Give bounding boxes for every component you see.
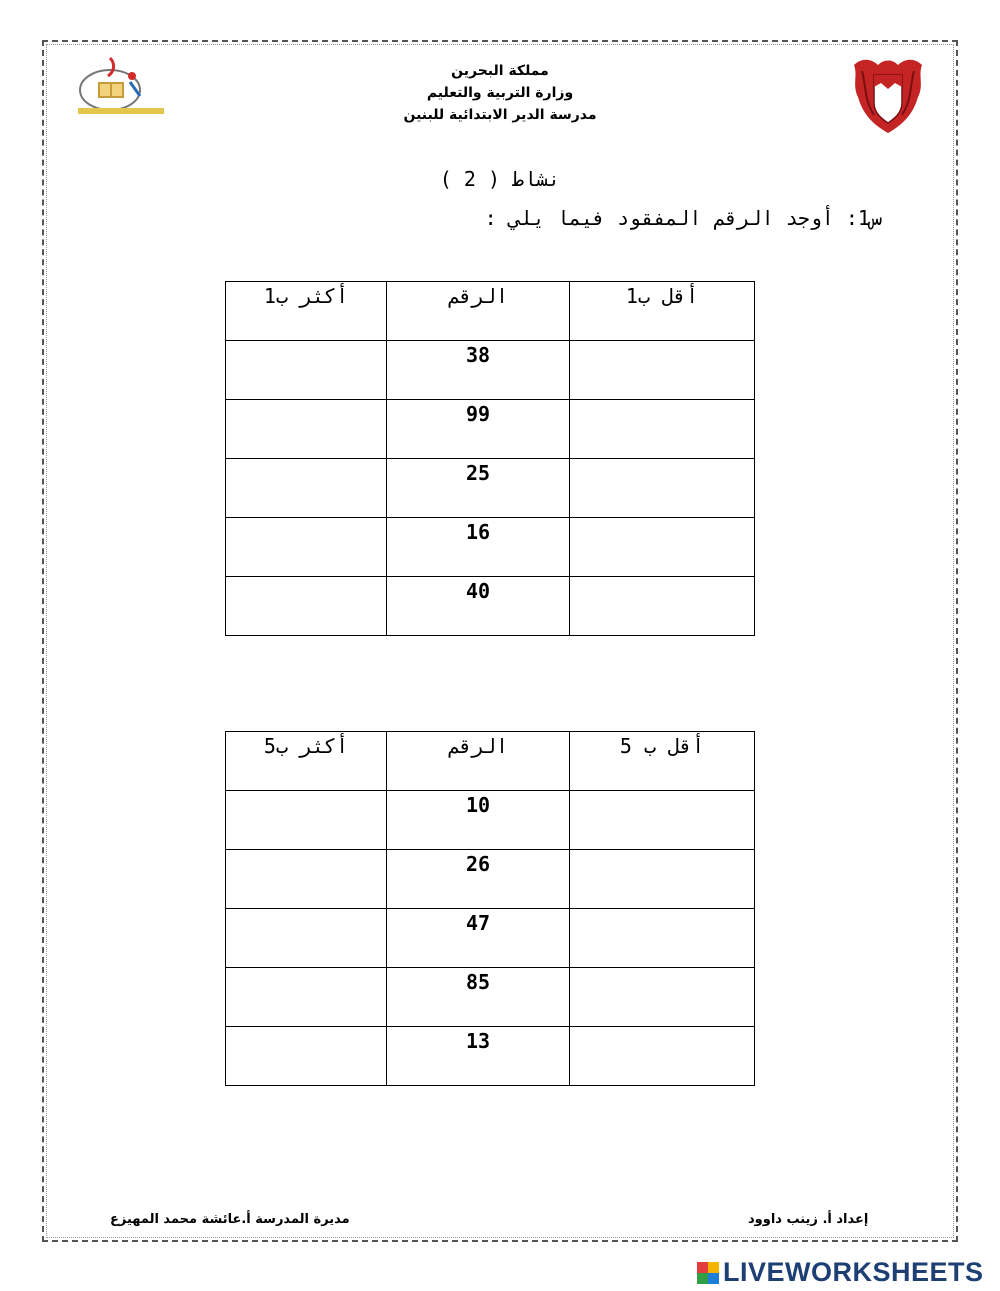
liveworksheets-logo-icon (697, 1262, 719, 1284)
school-header (0, 60, 1000, 126)
answer-more-cell[interactable] (226, 459, 387, 518)
answer-more-cell[interactable] (226, 400, 387, 459)
header-less-by-5: أقل ب 5 (570, 732, 755, 791)
number-cell: 26 (387, 850, 570, 909)
table-row (226, 577, 755, 636)
number-cell: 38 (387, 341, 570, 400)
liveworksheets-brand[interactable] (697, 1257, 984, 1288)
table-row (226, 518, 755, 577)
answer-more-cell[interactable] (226, 518, 387, 577)
table-one-less-more-by-1 (225, 281, 755, 636)
answer-less-cell[interactable] (570, 968, 755, 1027)
activity-title: نشاط ( 2 ) (439, 167, 561, 191)
header-country: مملكة البحرين (451, 63, 549, 79)
table-row (226, 909, 755, 968)
number-cell: 10 (387, 791, 570, 850)
answer-more-cell[interactable] (226, 850, 387, 909)
answer-less-cell[interactable] (570, 791, 755, 850)
number-cell: 47 (387, 909, 570, 968)
brand-name: LIVEWORKSHEETS (723, 1257, 984, 1287)
table-two-less-more-by-5 (225, 731, 755, 1086)
table-row (226, 459, 755, 518)
table-row (226, 968, 755, 1027)
answer-less-cell[interactable] (570, 577, 755, 636)
answer-more-cell[interactable] (226, 791, 387, 850)
number-cell: 85 (387, 968, 570, 1027)
table-row (226, 850, 755, 909)
header-more-by-5: أكثر ب5 (226, 732, 387, 791)
number-cell: 99 (387, 400, 570, 459)
header-more-by-1: أكثر ب1 (226, 282, 387, 341)
answer-more-cell[interactable] (226, 577, 387, 636)
table-row (226, 400, 755, 459)
number-cell: 25 (387, 459, 570, 518)
question-text: س1: أوجد الرقم المفقود فيما يلي : (484, 206, 882, 230)
answer-more-cell[interactable] (226, 341, 387, 400)
answer-less-cell[interactable] (570, 1027, 755, 1086)
answer-less-cell[interactable] (570, 400, 755, 459)
number-cell: 16 (387, 518, 570, 577)
header-ministry: وزارة التربية والتعليم (426, 85, 574, 101)
answer-more-cell[interactable] (226, 968, 387, 1027)
answer-less-cell[interactable] (570, 341, 755, 400)
table-row (226, 1027, 755, 1086)
answer-less-cell[interactable] (570, 459, 755, 518)
answer-less-cell[interactable] (570, 518, 755, 577)
header-less-by-1: أقل ب1 (570, 282, 755, 341)
number-cell: 13 (387, 1027, 570, 1086)
number-cell: 40 (387, 577, 570, 636)
footer-prepared-by: إعداد أ. زينب داوود (748, 1212, 869, 1227)
answer-more-cell[interactable] (226, 909, 387, 968)
table-header-row (226, 732, 755, 791)
header-number: الرقم (387, 282, 570, 341)
table-header-row (226, 282, 755, 341)
footer-principal: مديرة المدرسة أ.عائشة محمد المهيزع (110, 1212, 350, 1227)
answer-more-cell[interactable] (226, 1027, 387, 1086)
header-school: مدرسة الدير الابتدائية للبنين (403, 107, 597, 123)
table-row (226, 341, 755, 400)
answer-less-cell[interactable] (570, 909, 755, 968)
answer-less-cell[interactable] (570, 850, 755, 909)
table-row (226, 791, 755, 850)
header-number: الرقم (387, 732, 570, 791)
